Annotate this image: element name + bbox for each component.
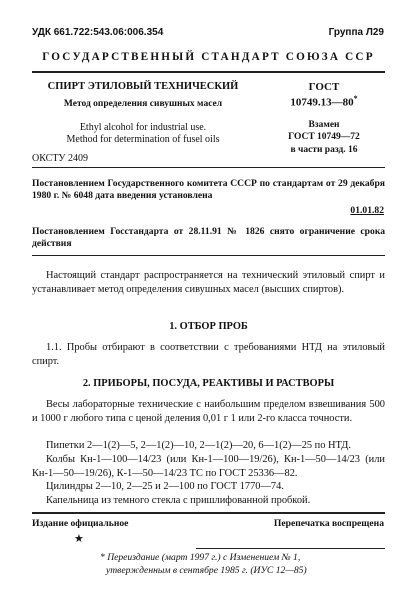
header-rule [32,71,385,73]
gost-number: 10749.13—80* [290,94,358,109]
section-2-paragraph: Пипетки 2—1(2)—5, 2—1(2)—10, 2—1(2)—20, 6—1(2)—25 по НТД. [46,440,351,451]
decree-rule [32,255,385,256]
section-2-paragraph: Весы лабораторные технические с наибольшим пределом взвешивания 500 и 1000 г любого типа с ценой деления 0,01 г 1 или 2-го класса точности. [32,399,385,424]
reprint-prohibited-label: Перепечатка воспрещена [273,518,384,529]
english-title: Ethyl alcohol for industrial use. [79,122,207,133]
okstu-code: ОКСТУ 2409 [32,153,89,164]
gosstandart-decree: Постановлением Госстандарта от 28.11.91 № 1826 снято ограничение срока действия [32,226,385,249]
section-1-text: 1.1. Пробы отбирают в соответствии с требованиями НТД на этиловый спирт. [32,342,385,367]
section-1-heading: 1. ОТБОР ПРОБ [169,321,248,332]
title-rule [32,167,385,168]
replaces-part: в части разд. 16 [290,145,358,155]
replaces-gost: ГОСТ 10749—72 [288,132,360,142]
official-edition-label: Издание официальное [32,518,129,529]
effective-date: 01.01.82 [350,205,384,216]
footnote-line-1: * Переиздание (март 1997 г.) с Изменением № 1, [100,552,301,563]
section-2-paragraph: Цилиндры 2—10, 2—25 и 2—100 по ГОСТ 1770—74. [46,481,284,492]
footnote-rule [196,548,385,549]
star-icon: ★ [74,533,84,545]
standard-title: ГОСУДАРСТВЕННЫЙ СТАНДАРТ СОЮЗА ССР [42,51,375,63]
document-subtitle: Метод определения сивушных масел [63,99,223,109]
gost-label: ГОСТ [308,81,340,93]
footnote-line-2: утвержденным в сентябре 1985 г. (ИУС 12—85) [106,565,307,576]
section-2-paragraph: Капельница из темного стекла с пришлифованной пробкой. [46,495,311,506]
udk-code: УДК 661.722:543.06:006.354 [32,27,164,38]
decree-text: Постановлением Государственного комитета СССР по стандартам от 29 декабря 1980 г. № 6048 дата введения установлена [32,178,385,201]
replaces-label: Взамен [308,120,340,130]
document-title: СПИРТ ЭТИЛОВЫЙ ТЕХНИЧЕСКИЙ [47,81,239,92]
english-subtitle: Method for determination of fusel oils [66,134,220,145]
section-2-paragraph: Колбы Кн-1—100—14/23 (или Кн-1—100—19/26), Кн-1—50—14/23 (или Кн-1—50—19/26), К-1—50—14/23 ТС по ГОСТ 25336—82. [32,454,385,479]
footer-rule [32,512,385,514]
intro-paragraph: Настоящий стандарт распространяется на технический этиловый спирт и устанавливает метод определения сивушных масел (высших спиртов). [32,270,385,295]
section-2-heading: 2. ПРИБОРЫ, ПОСУДА, РЕАКТИВЫ И РАСТВОРЫ [82,378,335,389]
group-code: Группа Л29 [328,27,384,38]
